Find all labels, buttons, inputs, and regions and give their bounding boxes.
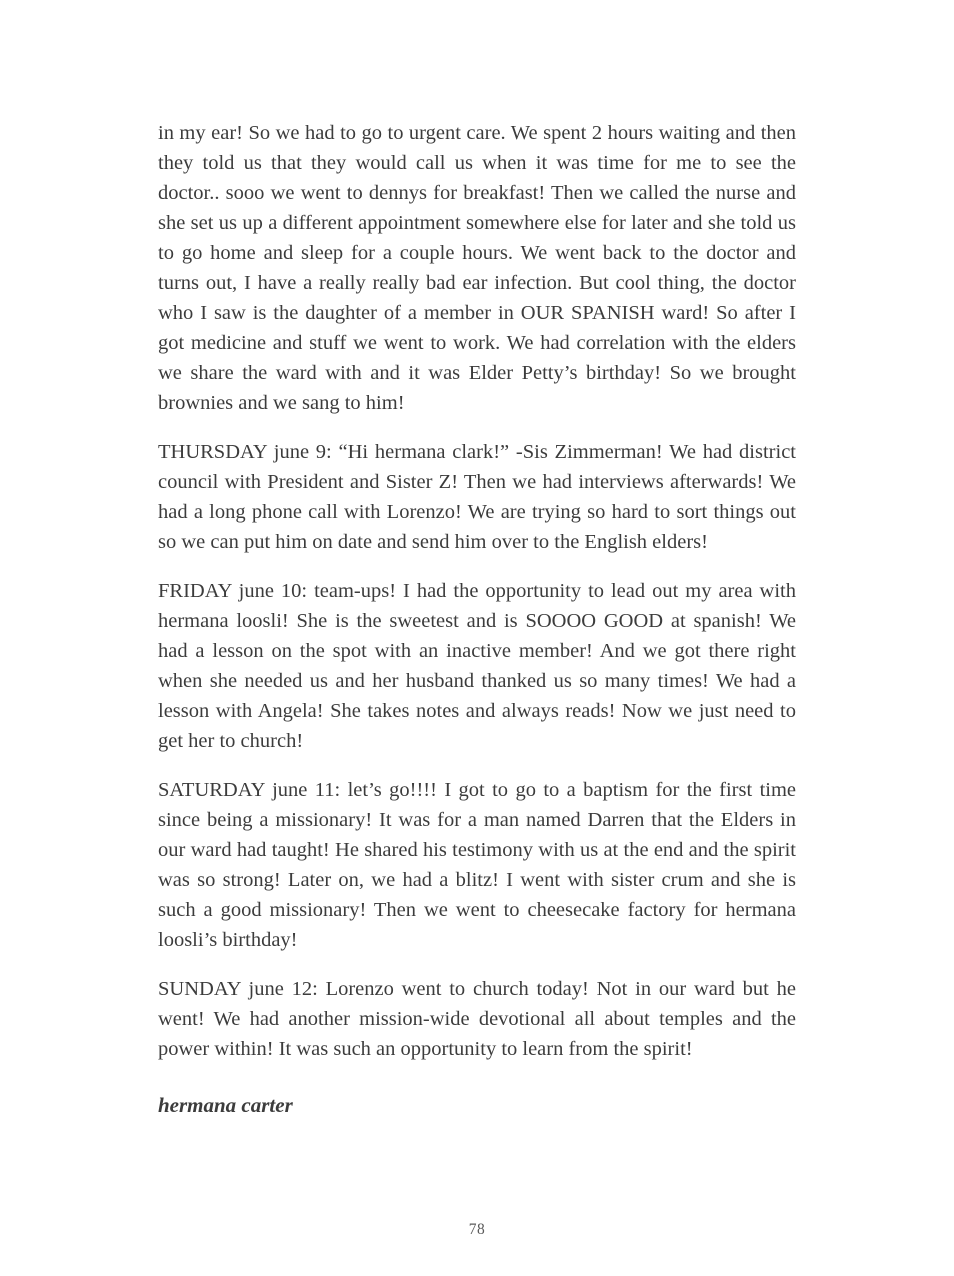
paragraph-saturday: SATURDAY june 11: let’s go!!!! I got to go to a baptism for the first time since being a missionary! It was for a man named Darren that the Elders in our ward had taught! He shared his testimony with us at the end and the spirit was so strong! Later on, we had a blitz! I went with sister crum and she is such a good missionary! Then we went to cheesecake factory for hermana loosli’s birthday! bbox=[158, 779, 796, 951]
paragraph-wednesday-continued: in my ear! So we had to go to urgent care. We spent 2 hours waiting and then they told us that they would call us when it was time for me to see the doctor.. sooo we went to dennys for breakfast! Then we called the nurse and she set us up a different appointment somewhere else for later and she told us to go home and sleep for a couple hours. We went back to the doctor and turns out, I have a really really bad ear infection. But cool thing, the doctor who I saw is the daughter of a member in OUR SPANISH ward! So after I got medicine and stuff we went to work. We had correlation with the elders we share the ward with and it was Elder Petty’s birthday! So we brought brownies and we sang to him! bbox=[158, 122, 796, 414]
page-footer bbox=[0, 1221, 954, 1239]
signature: hermana carter bbox=[158, 1093, 293, 1117]
journal-text-column bbox=[158, 118, 796, 1118]
paragraph-friday: FRIDAY june 10: team-ups! I had the opportunity to lead out my area with hermana loosli! She is the sweetest and is SOOOO GOOD at spanish! We had a lesson on the spot with an inactive member! And we got there right when she needed us and her husband thanked us so many times! We had a lesson with Angela! She takes notes and always reads! Now we just need to get her to church! bbox=[158, 580, 796, 752]
page-number: 78 bbox=[468, 1221, 486, 1238]
paragraph-sunday: SUNDAY june 12: Lorenzo went to church today! Not in our ward but he went! We had another mission-wide devotional all about temples and the power within! It was such an opportunity to learn from the spirit! bbox=[158, 978, 796, 1060]
paragraph-thursday: THURSDAY june 9: “Hi hermana clark!” -Sis Zimmerman! We had district council with President and Sister Z! Then we had interviews afterwards! We had a long phone call with Lorenzo! We are trying so hard to sort things out so we can put him on date and send him over to the English elders! bbox=[158, 441, 796, 553]
